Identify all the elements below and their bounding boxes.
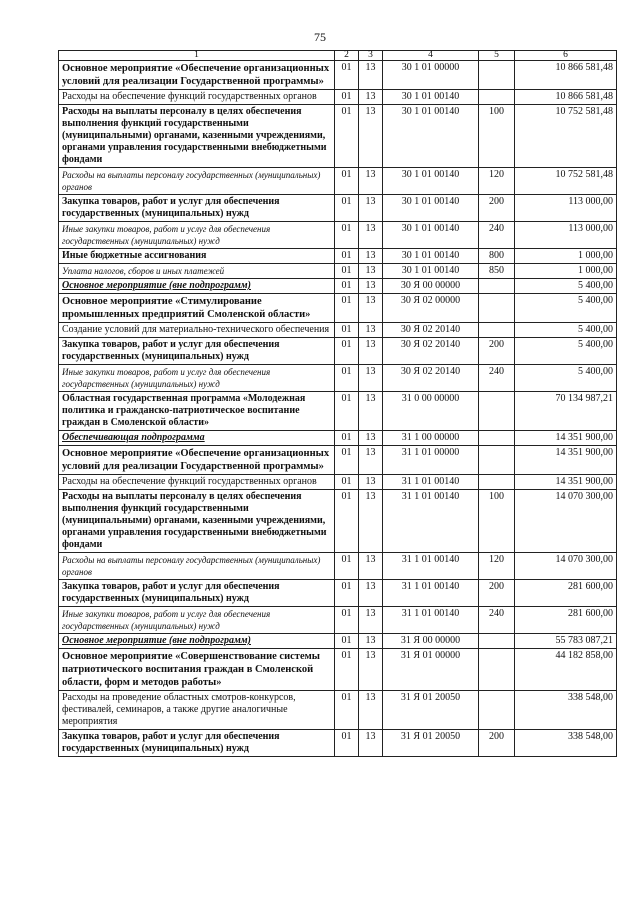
row-amount: 281 600,00 xyxy=(515,580,617,607)
page-number: 75 xyxy=(314,30,326,44)
row-amount: 14 070 300,00 xyxy=(515,490,617,553)
table-row xyxy=(59,249,617,264)
row-expense-type: 120 xyxy=(479,553,515,580)
table-row xyxy=(59,649,617,691)
table-row xyxy=(59,691,617,730)
row-name: Закупка товаров, работ и услуг для обеспечения государственных (муниципальных) нужд xyxy=(59,338,335,365)
table-row xyxy=(59,490,617,553)
row-subsection: 13 xyxy=(359,490,383,553)
row-target-code: 30 Я 02 00000 xyxy=(383,294,479,323)
row-section: 01 xyxy=(335,446,359,475)
row-name: Уплата налогов, сборов и иных платежей xyxy=(59,264,335,279)
table-row xyxy=(59,730,617,757)
header-col-target-code: 4 xyxy=(383,51,479,61)
row-target-code: 30 1 01 00140 xyxy=(383,222,479,249)
table-row xyxy=(59,446,617,475)
row-target-code: 30 1 01 00140 xyxy=(383,264,479,279)
row-section: 01 xyxy=(335,222,359,249)
table-row xyxy=(59,61,617,90)
row-expense-type: 200 xyxy=(479,338,515,365)
row-name: Расходы на обеспечение функций государственных органов xyxy=(59,475,335,490)
row-amount: 113 000,00 xyxy=(515,222,617,249)
header-col-name: 1 xyxy=(59,51,335,61)
row-expense-type: 100 xyxy=(479,105,515,168)
row-subsection: 13 xyxy=(359,294,383,323)
row-name: Основное мероприятие «Совершенствование системы патриотического воспитания граждан в Смоленской области, форм и методов работы» xyxy=(59,649,335,691)
row-section: 01 xyxy=(335,168,359,195)
table-row xyxy=(59,222,617,249)
row-amount: 14 351 900,00 xyxy=(515,431,617,446)
row-name: Закупка товаров, работ и услуг для обеспечения государственных (муниципальных) нужд xyxy=(59,730,335,757)
row-amount: 1 000,00 xyxy=(515,249,617,264)
row-expense-type xyxy=(479,446,515,475)
row-expense-type xyxy=(479,649,515,691)
row-subsection: 13 xyxy=(359,392,383,431)
row-section: 01 xyxy=(335,490,359,553)
row-target-code: 30 1 01 00140 xyxy=(383,195,479,222)
row-name: Основное мероприятие (вне подпрограмм) xyxy=(59,279,335,294)
row-target-code: 31 1 01 00140 xyxy=(383,475,479,490)
row-subsection: 13 xyxy=(359,475,383,490)
row-subsection: 13 xyxy=(359,195,383,222)
row-subsection: 13 xyxy=(359,168,383,195)
row-amount: 113 000,00 xyxy=(515,195,617,222)
row-expense-type xyxy=(479,90,515,105)
row-subsection: 13 xyxy=(359,431,383,446)
row-name: Иные закупки товаров, работ и услуг для обеспечения государственных (муниципальных) нужд xyxy=(59,607,335,634)
row-section: 01 xyxy=(335,195,359,222)
row-section: 01 xyxy=(335,294,359,323)
row-section: 01 xyxy=(335,730,359,757)
row-subsection: 13 xyxy=(359,634,383,649)
row-section: 01 xyxy=(335,365,359,392)
row-expense-type: 850 xyxy=(479,264,515,279)
table-row xyxy=(59,365,617,392)
row-expense-type: 120 xyxy=(479,168,515,195)
row-amount: 10 866 581,48 xyxy=(515,61,617,90)
table-row xyxy=(59,195,617,222)
row-target-code: 31 1 01 00000 xyxy=(383,446,479,475)
row-expense-type: 800 xyxy=(479,249,515,264)
row-name: Основное мероприятие «Стимулирование промышленных предприятий Смоленской области» xyxy=(59,294,335,323)
row-subsection: 13 xyxy=(359,279,383,294)
row-name: Областная государственная программа «Молодежная политика и гражданско-патриотическое воспитание граждан в Смоленской области» xyxy=(59,392,335,431)
row-subsection: 13 xyxy=(359,365,383,392)
row-section: 01 xyxy=(335,61,359,90)
row-subsection: 13 xyxy=(359,249,383,264)
row-target-code: 31 Я 01 20050 xyxy=(383,691,479,730)
row-amount: 1 000,00 xyxy=(515,264,617,279)
row-amount: 44 182 858,00 xyxy=(515,649,617,691)
table-row xyxy=(59,475,617,490)
row-section: 01 xyxy=(335,264,359,279)
row-section: 01 xyxy=(335,634,359,649)
row-amount: 338 548,00 xyxy=(515,730,617,757)
row-expense-type xyxy=(479,634,515,649)
row-subsection: 13 xyxy=(359,553,383,580)
table-row xyxy=(59,279,617,294)
row-expense-type xyxy=(479,475,515,490)
row-target-code: 31 1 01 00140 xyxy=(383,553,479,580)
row-amount: 338 548,00 xyxy=(515,691,617,730)
table-row xyxy=(59,392,617,431)
budget-table xyxy=(58,50,617,757)
row-target-code: 31 Я 01 20050 xyxy=(383,730,479,757)
table-row xyxy=(59,90,617,105)
header-col-subsection: 3 xyxy=(359,51,383,61)
row-name: Закупка товаров, работ и услуг для обеспечения государственных (муниципальных) нужд xyxy=(59,195,335,222)
table-row xyxy=(59,580,617,607)
row-section: 01 xyxy=(335,691,359,730)
row-target-code: 31 1 01 00140 xyxy=(383,607,479,634)
row-name: Иные закупки товаров, работ и услуг для обеспечения государственных (муниципальных) нужд xyxy=(59,222,335,249)
table-row xyxy=(59,323,617,338)
row-amount: 5 400,00 xyxy=(515,279,617,294)
table-row xyxy=(59,634,617,649)
row-target-code: 31 Я 00 00000 xyxy=(383,634,479,649)
row-name: Иные бюджетные ассигнования xyxy=(59,249,335,264)
row-amount: 14 351 900,00 xyxy=(515,446,617,475)
row-amount: 10 866 581,48 xyxy=(515,90,617,105)
row-name: Основное мероприятие «Обеспечение организационных условий для реализации Государственной программы» xyxy=(59,446,335,475)
row-name: Иные закупки товаров, работ и услуг для обеспечения государственных (муниципальных) нужд xyxy=(59,365,335,392)
row-name: Основное мероприятие «Обеспечение организационных условий для реализации Государственной программы» xyxy=(59,61,335,90)
row-section: 01 xyxy=(335,431,359,446)
table-row xyxy=(59,294,617,323)
row-name: Расходы на выплаты персоналу в целях обеспечения выполнения функций государственными (муниципальными) органами, казенными учреждениями, органами управления государственными внебюджетными фондами xyxy=(59,490,335,553)
table-row xyxy=(59,168,617,195)
row-subsection: 13 xyxy=(359,105,383,168)
row-amount: 10 752 581,48 xyxy=(515,105,617,168)
table-row xyxy=(59,431,617,446)
table-row xyxy=(59,338,617,365)
row-expense-type xyxy=(479,61,515,90)
row-amount: 5 400,00 xyxy=(515,294,617,323)
table-row xyxy=(59,105,617,168)
row-amount: 281 600,00 xyxy=(515,607,617,634)
row-name: Обеспечивающая подпрограмма xyxy=(59,431,335,446)
row-section: 01 xyxy=(335,649,359,691)
row-expense-type xyxy=(479,323,515,338)
row-amount: 5 400,00 xyxy=(515,338,617,365)
row-target-code: 31 Я 01 00000 xyxy=(383,649,479,691)
row-section: 01 xyxy=(335,580,359,607)
row-section: 01 xyxy=(335,553,359,580)
row-section: 01 xyxy=(335,279,359,294)
row-amount: 5 400,00 xyxy=(515,365,617,392)
row-section: 01 xyxy=(335,392,359,431)
row-section: 01 xyxy=(335,90,359,105)
row-section: 01 xyxy=(335,475,359,490)
row-amount: 5 400,00 xyxy=(515,323,617,338)
row-target-code: 30 1 01 00140 xyxy=(383,249,479,264)
header-col-expense-type: 5 xyxy=(479,51,515,61)
row-section: 01 xyxy=(335,323,359,338)
row-amount: 14 351 900,00 xyxy=(515,475,617,490)
row-expense-type: 100 xyxy=(479,490,515,553)
row-section: 01 xyxy=(335,338,359,365)
row-subsection: 13 xyxy=(359,730,383,757)
header-col-section: 2 xyxy=(335,51,359,61)
row-expense-type: 240 xyxy=(479,222,515,249)
row-amount: 70 134 987,21 xyxy=(515,392,617,431)
row-subsection: 13 xyxy=(359,338,383,365)
row-name: Расходы на проведение областных смотров-конкурсов, фестивалей, семинаров, а также другие аналогичные мероприятия xyxy=(59,691,335,730)
row-expense-type: 200 xyxy=(479,580,515,607)
row-subsection: 13 xyxy=(359,691,383,730)
row-target-code: 30 1 01 00140 xyxy=(383,90,479,105)
row-expense-type xyxy=(479,392,515,431)
row-subsection: 13 xyxy=(359,607,383,634)
row-subsection: 13 xyxy=(359,649,383,691)
row-name: Создание условий для материально-технического обеспечения xyxy=(59,323,335,338)
header-col-amount: 6 xyxy=(515,51,617,61)
row-expense-type: 240 xyxy=(479,365,515,392)
table-body xyxy=(59,61,617,757)
row-name: Расходы на выплаты персоналу в целях обеспечения выполнения функций государственными (муниципальными) органами, казенными учреждениями, органами управления государственными внебюджетными фондами xyxy=(59,105,335,168)
row-subsection: 13 xyxy=(359,222,383,249)
row-target-code: 30 1 01 00140 xyxy=(383,105,479,168)
row-target-code: 30 1 01 00000 xyxy=(383,61,479,90)
row-expense-type: 200 xyxy=(479,195,515,222)
row-name: Расходы на обеспечение функций государственных органов xyxy=(59,90,335,105)
row-target-code: 30 Я 02 20140 xyxy=(383,365,479,392)
row-expense-type: 240 xyxy=(479,607,515,634)
row-target-code: 30 Я 02 20140 xyxy=(383,323,479,338)
row-target-code: 31 1 01 00140 xyxy=(383,490,479,553)
row-subsection: 13 xyxy=(359,90,383,105)
row-target-code: 31 0 00 00000 xyxy=(383,392,479,431)
row-amount: 14 070 300,00 xyxy=(515,553,617,580)
row-amount: 10 752 581,48 xyxy=(515,168,617,195)
table-row xyxy=(59,264,617,279)
row-section: 01 xyxy=(335,607,359,634)
row-expense-type xyxy=(479,431,515,446)
row-subsection: 13 xyxy=(359,580,383,607)
row-subsection: 13 xyxy=(359,61,383,90)
row-name: Закупка товаров, работ и услуг для обеспечения государственных (муниципальных) нужд xyxy=(59,580,335,607)
row-expense-type: 200 xyxy=(479,730,515,757)
table-row xyxy=(59,607,617,634)
table-row xyxy=(59,553,617,580)
row-target-code: 30 Я 00 00000 xyxy=(383,279,479,294)
row-target-code: 30 1 01 00140 xyxy=(383,168,479,195)
row-target-code: 30 Я 02 20140 xyxy=(383,338,479,365)
row-section: 01 xyxy=(335,105,359,168)
row-target-code: 31 1 01 00140 xyxy=(383,580,479,607)
row-name: Расходы на выплаты персоналу государственных (муниципальных) органов xyxy=(59,553,335,580)
row-expense-type xyxy=(479,294,515,323)
table-header-row xyxy=(59,51,617,61)
row-section: 01 xyxy=(335,249,359,264)
row-subsection: 13 xyxy=(359,446,383,475)
row-expense-type xyxy=(479,691,515,730)
row-subsection: 13 xyxy=(359,323,383,338)
row-name: Расходы на выплаты персоналу государственных (муниципальных) органов xyxy=(59,168,335,195)
row-subsection: 13 xyxy=(359,264,383,279)
row-amount: 55 783 087,21 xyxy=(515,634,617,649)
row-target-code: 31 1 00 00000 xyxy=(383,431,479,446)
row-expense-type xyxy=(479,279,515,294)
row-name: Основное мероприятие (вне подпрограмм) xyxy=(59,634,335,649)
